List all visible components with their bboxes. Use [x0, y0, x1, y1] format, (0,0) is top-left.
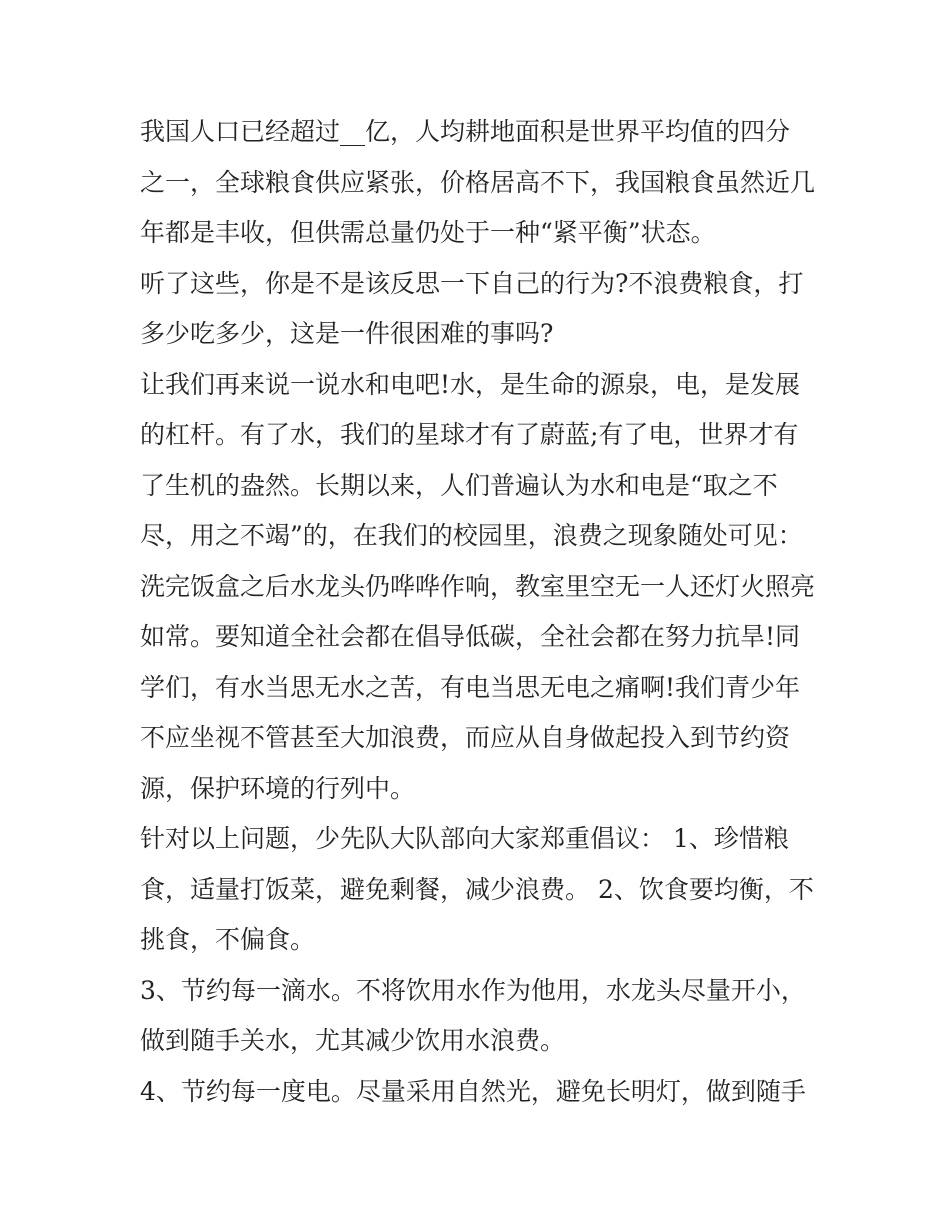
text-line: 听了这些，你是不是该反思一下自己的行为?不浪费粮食，打 — [140, 268, 804, 298]
text-line: 让我们再来说一说水和电吧!水，是生命的源泉，电，是发展 — [140, 369, 801, 399]
text-line: 学们，有水当思无水之苦，有电当思无电之痛啊!我们青少年 — [140, 672, 801, 702]
text-line: 做到随手关水，尤其减少饮用水浪费。 — [140, 1026, 566, 1055]
text-line: 多少吃多少，这是一件很困难的事吗? — [140, 319, 554, 348]
text-line: 了生机的盎然。长期以来，人们普遍认为水和电是“取之不 — [140, 470, 778, 500]
text-line: 食，适量打饭菜，避免剩餐，减少浪费。 2、饮食要均衡，不 — [140, 874, 814, 904]
text-line: 洗完饭盒之后水龙头仍哗哗作响，教室里空无一人还灯火照亮 — [140, 571, 816, 601]
text-line: 我国人口已经超过__亿，人均耕地面积是世界平均值的四分 — [140, 117, 791, 146]
text-line: 源，保护环境的行列中。 — [140, 773, 416, 803]
text-line: 3、节约每一滴水。不将饮用水作为他用，水龙头尽量开小， — [140, 975, 806, 1005]
text-line: 挑食，不偏食。 — [140, 925, 316, 954]
text-line: 尽，用之不竭”的，在我们的校园里，浪费之现象随处可见： — [140, 521, 803, 550]
text-line: 的杠杆。有了水，我们的星球才有了蔚蓝;有了电，世界才有 — [140, 420, 799, 449]
text-line: 4、节约每一度电。尽量采用自然光，避免长明灯，做到随手 — [140, 1076, 806, 1106]
text-line: 年都是丰收，但供需总量仍处于一种“紧平衡”状态。 — [140, 218, 716, 247]
text-line: 如常。要知道全社会都在倡导低碳，全社会都在努力抗旱!同 — [140, 622, 801, 651]
document-body — [140, 107, 820, 1117]
text-line: 之一，全球粮食供应紧张，价格居高不下，我国粮食虽然近几 — [140, 167, 816, 197]
text-line: 针对以上问题，少先队大队部向大家郑重倡议： 1、珍惜粮 — [140, 824, 789, 853]
text-line: 不应坐视不管甚至大加浪费，而应从自身做起投入到节约资 — [140, 723, 791, 752]
